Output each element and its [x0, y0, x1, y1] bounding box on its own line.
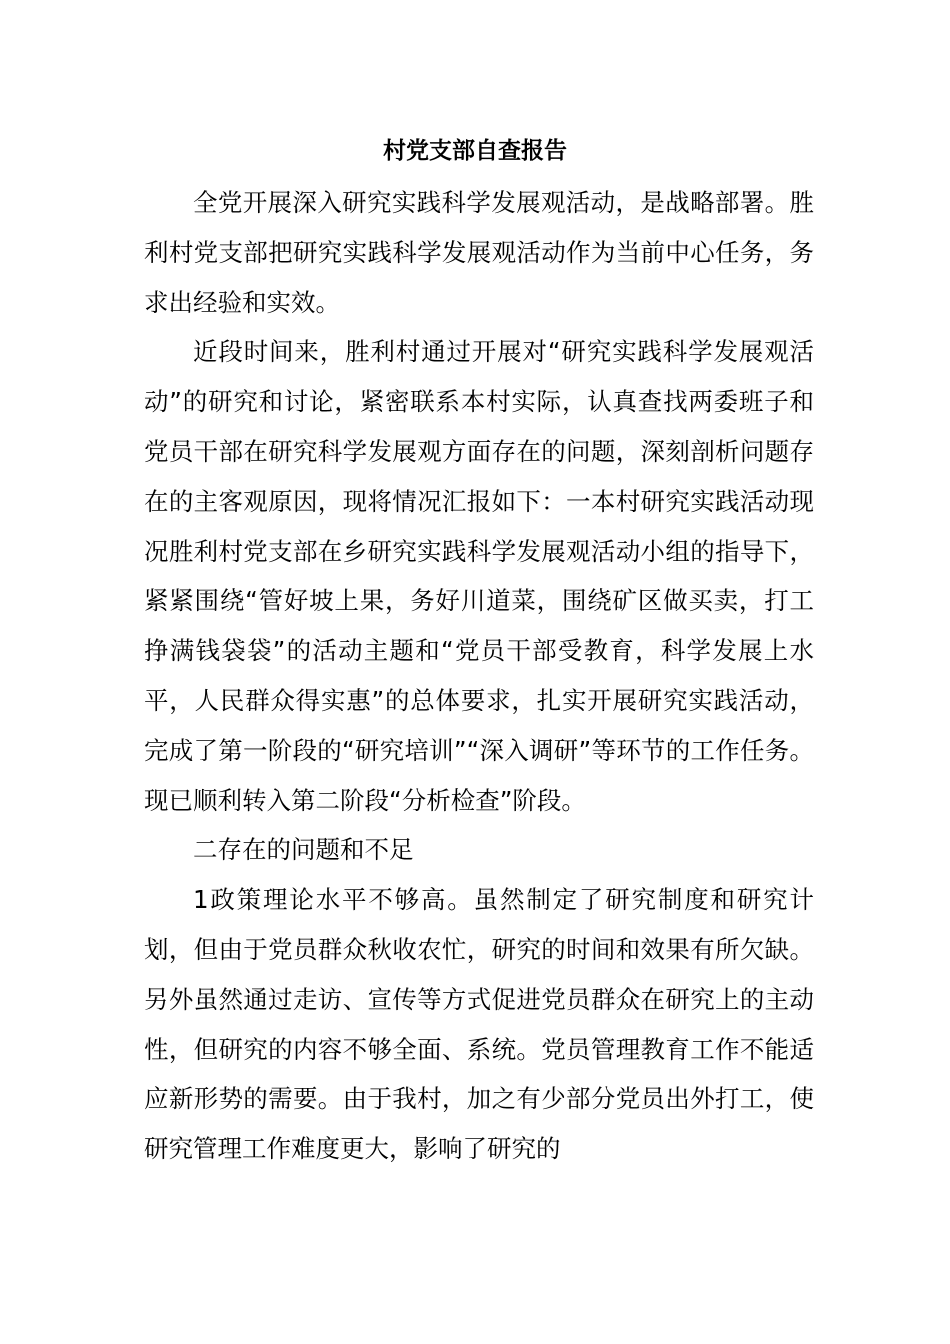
document-title: 村党支部自查报告: [383, 138, 567, 164]
paragraph-situation: 近段时间来，胜利村通过开展对“研究实践科学发展观活动”的研究和讨论，紧密联系本村实际，认真查找两委班子和党员干部在研究科学发展观方面存在的问题，深刻剖析问题存在的主客观原因，现将情况汇报如下：一本村研究实践活动现况胜利村党支部在乡研究实践科学发展观活动小组的指导下，紧紧围绕“管好坡上果，务好川道菜，围绕矿区做买卖，打工挣满钱袋袋”的活动主题和“党员干部受教育，科学发展上水平，人民群众得实惠”的总体要求，扎实开展研究实践活动，完成了第一阶段的“研究培训”“深入调研”等环节的工作任务。现已顺利转入第二阶段“分析检查”阶段。: [144, 337, 814, 815]
paragraph-intro: 全党开展深入研究实践科学发展观活动，是战略部署。胜利村党支部把研究实践科学发展观活动作为当前中心任务，务求出经验和实效。: [144, 188, 814, 317]
document-body: [144, 178, 814, 1174]
section-heading-problems: 二存在的问题和不足: [193, 835, 414, 865]
paragraph-problem-1: 1政策理论水平不够高。虽然制定了研究制度和研究计划，但由于党员群众秋收农忙，研究的时间和效果有所欠缺。另外虽然通过走访、宣传等方式促进党员群众在研究上的主动性，但研究的内容不够全面、系统。党员管理教育工作不能适应新形势的需要。由于我村，加之有少部分党员出外打工，使研究管理工作难度更大，影响了研究的: [144, 885, 814, 1164]
